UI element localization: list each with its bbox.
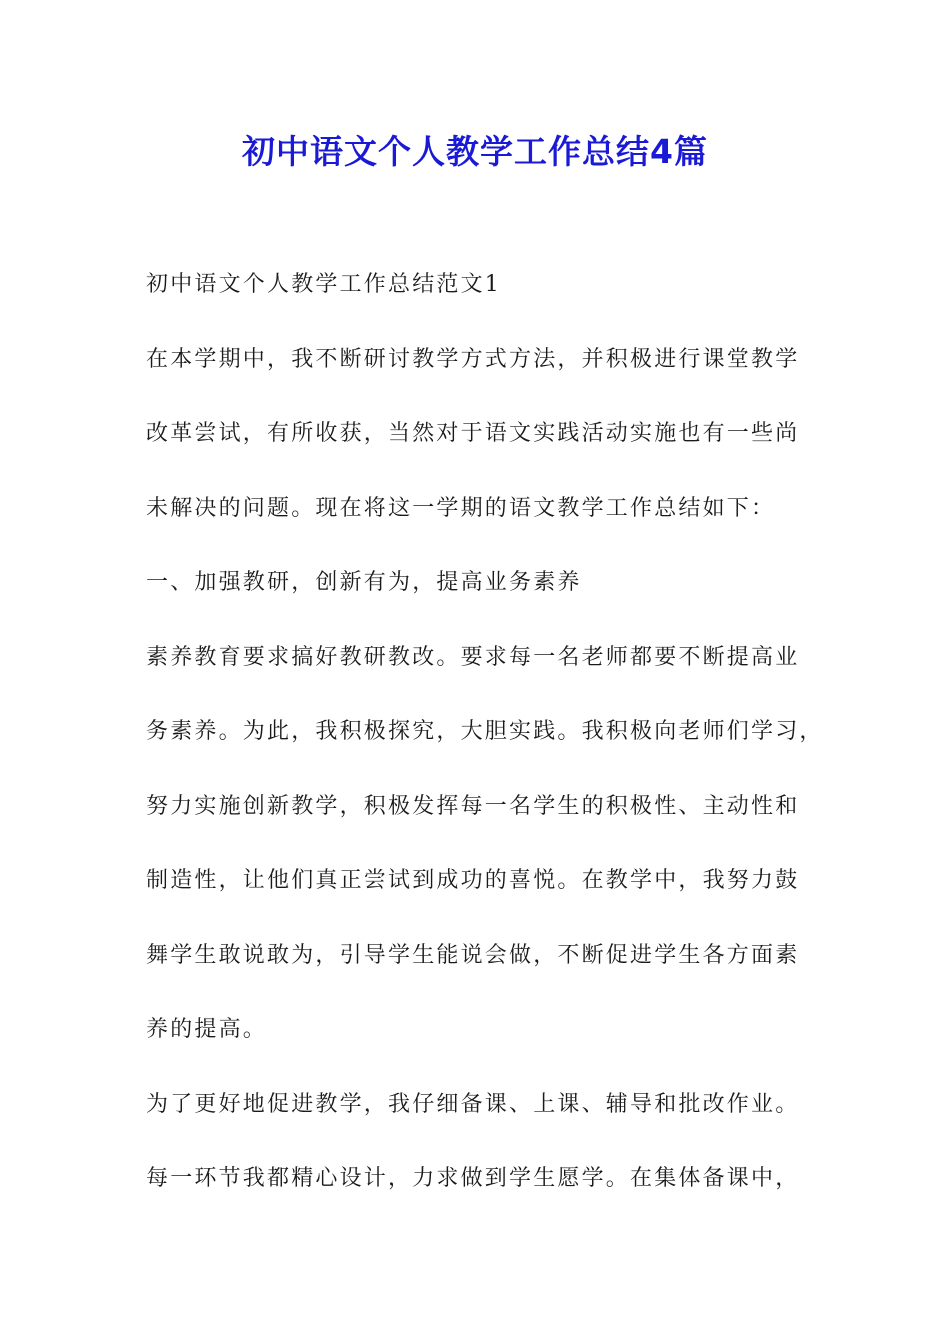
- paragraph-line: 未解决的问题。现在将这一学期的语文教学工作总结如下：: [146, 495, 776, 521]
- paragraph-line: 舞学生敢说敢为，引导学生能说会做，不断促进学生各方面素: [146, 942, 800, 968]
- paragraph-line: 在本学期中，我不断研讨教学方式方法，并积极进行课堂教学: [146, 346, 800, 372]
- paragraph-line: 为了更好地促进教学，我仔细备课、上课、辅导和批改作业。: [146, 1091, 800, 1117]
- paragraph-line: 每一环节我都精心设计，力求做到学生愿学。在集体备课中，: [146, 1166, 800, 1191]
- document-body: [146, 262, 824, 1231]
- section-heading: 初中语文个人教学工作总结范文1: [146, 272, 501, 297]
- section-heading: 一、加强教研，创新有为，提高业务素养: [146, 570, 582, 595]
- paragraph-line: 素养教育要求搞好教研教改。要求每一名老师都要不断提高业: [146, 644, 800, 670]
- document-title: 初中语文个人教学工作总结4篇: [242, 132, 708, 171]
- paragraph-line: 务素养。为此，我积极探究，大胆实践。我积极向老师们学习，: [146, 719, 824, 744]
- paragraph-line: 改革尝试，有所收获，当然对于语文实践活动实施也有一些尚: [146, 421, 800, 446]
- paragraph-line: 养的提高。: [146, 1017, 268, 1042]
- paragraph-line: 制造性，让他们真正尝试到成功的喜悦。在教学中，我努力鼓: [146, 868, 800, 893]
- paragraph-line: 努力实施创新教学，积极发挥每一名学生的积极性、主动性和: [146, 793, 800, 819]
